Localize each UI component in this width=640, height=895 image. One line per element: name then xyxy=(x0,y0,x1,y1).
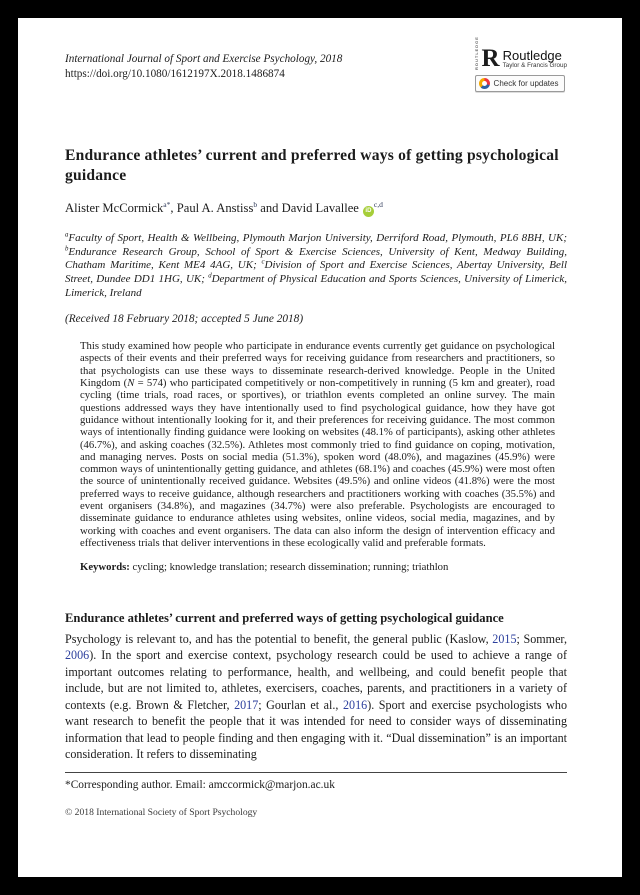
text-segment: ; Sommer, xyxy=(516,631,568,646)
footnote-divider xyxy=(65,772,567,773)
text-segment: Psychology is relevant to, and has the potential to benefit, the general public (Kaslow, xyxy=(65,631,493,646)
check-for-updates-button[interactable] xyxy=(475,75,566,92)
publisher-block xyxy=(473,36,567,92)
author-affiliation-superscript: a* xyxy=(163,200,171,209)
article-title: Endurance athletes’ current and preferred ways of getting psychological guidance xyxy=(65,147,559,184)
publisher-tagline: Taylor & Francis Group xyxy=(502,61,567,69)
publisher-name: Routledge xyxy=(502,47,562,63)
corresponding-author-email[interactable]: amccormick@marjon.ac.uk xyxy=(208,778,335,791)
footnote-label: *Corresponding author. Email: xyxy=(65,778,209,791)
author-name: David Lavallee xyxy=(281,201,359,216)
text-segment: Endurance Research Group, School of Sport & Exercise Sciences, University of Kent, Medway Building, Chatham Maritime, Kent ME4 4AG, UK; xyxy=(65,245,567,272)
authors-line xyxy=(65,197,567,217)
routledge-wordmark xyxy=(503,49,567,70)
citation-link[interactable]: 2017 xyxy=(234,697,259,712)
text-segment: This study examined how people who participate in endurance events currently get guidance on psychological aspects of their events and their preferred ways for receiving guidance from researchers and practitioners, so that psychologists can use these ways to disseminate research-derived knowledge. People in the United Kingdom ( xyxy=(80,340,555,390)
copyright-line: © 2018 International Society of Sport Psychology xyxy=(65,806,258,818)
abstract-text xyxy=(80,340,555,549)
text-segment: ; Gourlan et al., xyxy=(258,697,343,712)
affiliations-block xyxy=(65,232,567,300)
citation-link[interactable]: 2006 xyxy=(65,648,90,662)
crossmark-icon xyxy=(479,78,490,89)
author-name: Paul A. Anstiss xyxy=(176,201,254,216)
text-segment: a xyxy=(65,231,69,239)
text-segment: ). Sport and exercise psychologists who want research to benefit the people that it was intended for need to consider ways of disseminating information that lead to people finding and then engaging with it. “Dual dissemination” is an important consideration. It refers to disseminating xyxy=(65,697,567,761)
journal-info xyxy=(65,52,342,82)
keywords-line xyxy=(80,561,555,573)
text-segment: ). In the sport and exercise context, psychology research could be used to achieve a range of important outcomes relating to performance, health, and wellbeing, and could benefit people that include, but are not limited to, athletes, exercisers, coaches, parents, and practitioners in a variety of contexts (e.g. Brown & Fletcher, xyxy=(65,648,567,712)
routledge-logo xyxy=(473,36,567,72)
text-segment: b xyxy=(65,245,69,253)
body-paragraph xyxy=(65,631,567,763)
keywords-label: Keywords: xyxy=(80,561,130,574)
text-segment: Faculty of Sport, Health & Wellbeing, Plymouth Marjon University, Derriford Road, Plymouth, PL6 8BH, UK; xyxy=(68,232,567,245)
citation-link[interactable]: 2015 xyxy=(492,631,517,646)
paper-page xyxy=(18,18,622,877)
text-segment: d xyxy=(208,272,212,280)
text-segment: c xyxy=(261,258,265,266)
author-separator: , xyxy=(170,201,177,216)
author-affiliation-superscript: c,d xyxy=(373,200,383,209)
corresponding-author-footnote xyxy=(65,778,567,792)
keywords-text: cycling; knowledge translation; research dissemination; running; triathlon xyxy=(129,561,449,574)
check-for-updates-label: Check for updates xyxy=(493,79,559,88)
doi-line: https://doi.org/10.1080/1612197X.2018.1486874 xyxy=(65,68,285,80)
author-affiliation-superscript: b xyxy=(253,200,258,209)
text-segment: N xyxy=(127,377,135,390)
author-name: Alister McCormick xyxy=(65,201,164,216)
text-segment: = 574) who participated competitively or non-competitively in running (5 km and greater), road cycling (time trials, road races, or sportives), or triathlon events completed an online survey. The main questions addressed ways they have intentionally used to find psychological guidance, how they have got guidance without intentionally looking for it, and their preferences for receiving guidance. The most common ways of intentionally finding guidance were looking on websites (48.1% of participants), asking other athletes (46.7%), and asking coaches (32.5%). Athletes most commonly tried to find guidance on coping, motivation, and managing nerves. Posts on social media (51.3%), spoken word (48.0%), and magazines (45.9%) were common ways of unintentionally getting guidance, and athletes (68.1%) and coaches (45.9%) were most often the source of unintentionally received guidance. Websites (49.5%) and online videos (41.8%) were the most preferred ways to receive guidance, although researchers and practitioners working with coaches (35.5%) and event organisers (34.8%), and magazines (34.7%) were also preferable. Psychologists are encouraged to disseminate guidance to endurance athletes using websites, online videos, social media, magazines, and by working with coaches and event organisers. The data can also inform the design of intervention efficacy and effectiveness trials that deliver interventions in these ecologically valid and preferable formats. xyxy=(80,377,555,549)
page-header xyxy=(65,36,567,92)
citation-link[interactable]: 2016 xyxy=(343,697,368,712)
text-segment: Division of Sport and Exercise Sciences, Abertay University, Bell Street, Dundee DD1 1HG, UK; xyxy=(65,259,568,285)
received-accepted-line: (Received 18 February 2018; accepted 5 June 2018) xyxy=(65,313,304,326)
section-heading: Endurance athletes’ current and preferred ways of getting psychological guidance xyxy=(65,610,504,625)
orcid-icon[interactable]: iD xyxy=(363,206,374,217)
routledge-r-glyph: R xyxy=(481,45,500,72)
journal-title-line: International Journal of Sport and Exercise Psychology, 2018 xyxy=(65,53,343,65)
text-segment: Department of Physical Education and Sports Sciences, University of Limerick, Limerick, Ireland xyxy=(65,272,567,299)
author-separator: and xyxy=(257,201,282,216)
routledge-vertical-text: ROUTLEDGE xyxy=(473,36,479,70)
